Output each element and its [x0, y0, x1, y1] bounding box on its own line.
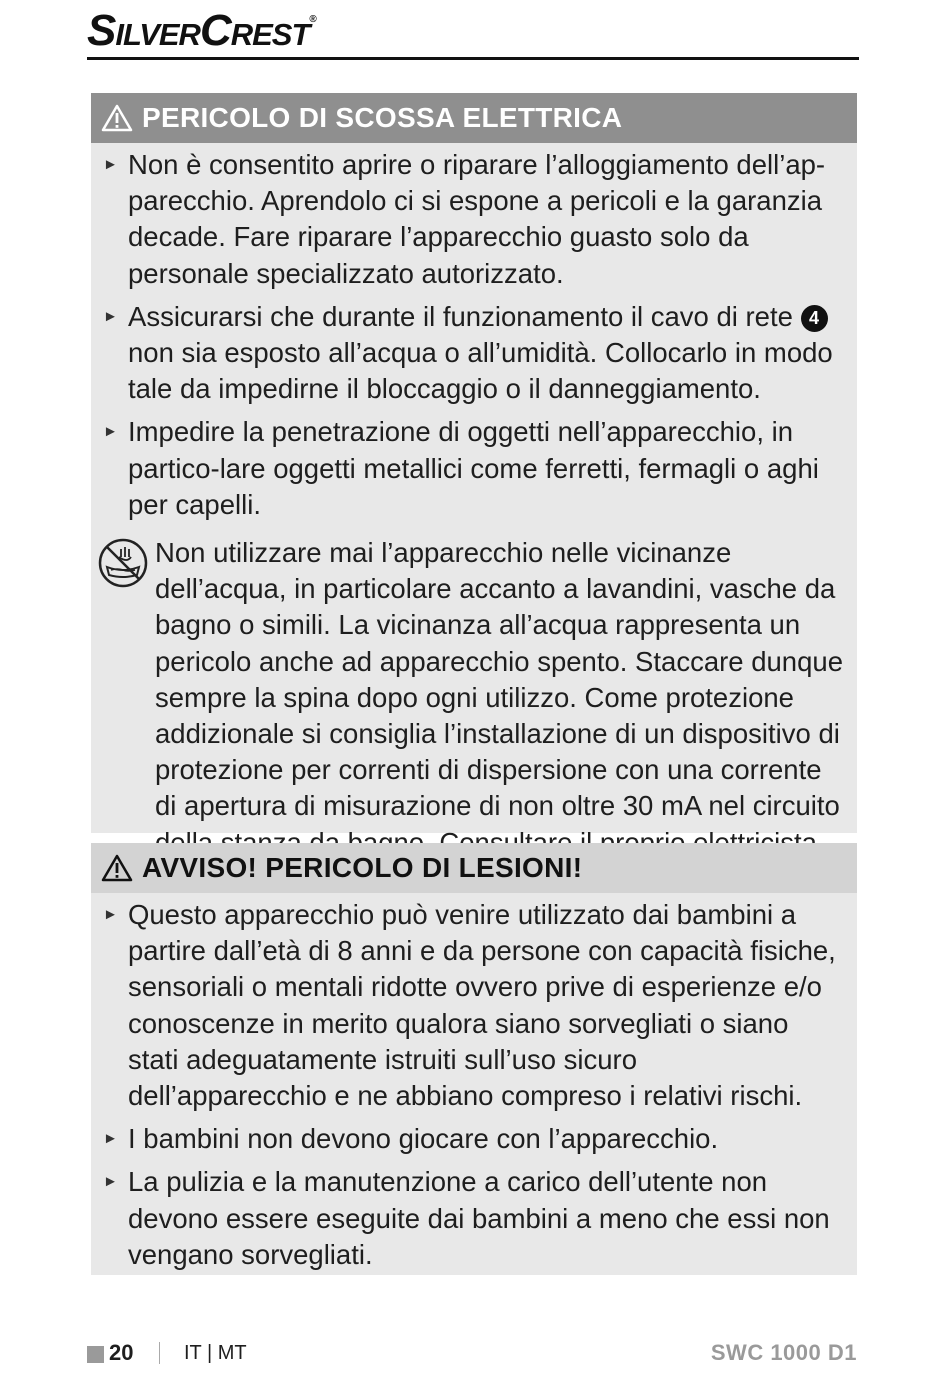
page-marker-square-icon: [87, 1346, 104, 1363]
list-item: ► I bambini non devono giocare con l’apparecchio.: [103, 1121, 837, 1157]
bullet-arrow-icon: ►: [103, 1173, 118, 1191]
page-footer: [87, 1340, 859, 1370]
bullet-arrow-icon: ►: [103, 156, 118, 173]
list-item: ► Non è consentito aprire o riparare l’alloggiamento dell’ap-parecchio. Aprendolo ci si espone a pericoli e la garanzia decade. Fare riparare l’apparecchio guasto solo da personale specializzato autorizzato.: [103, 149, 826, 289]
injury-warning-header: [91, 843, 857, 893]
list-item: ► Impedire la penetrazione di oggetti nell’apparecchio, in partico-lare oggetti metallici come ferretti, fermagli o aghi per capelli.: [103, 416, 819, 520]
list-item: ► Assicurarsi che durante il funzionamento il cavo di rete 4 non sia esposto all’acqua o all’umidità. Collocarlo in modo tale da impedirne il bloccaggio o il danneggiamento.: [103, 300, 833, 405]
bullet-arrow-icon: ►: [103, 906, 118, 923]
warning-triangle-icon: [101, 104, 133, 132]
bullet-arrow-icon: ►: [103, 1130, 118, 1148]
language-codes: IT | MT: [184, 1342, 247, 1364]
injury-warning-title: AVVISO! PERICOLO DI LESIONI!: [142, 852, 583, 883]
header-rule: [87, 57, 859, 60]
list-item: ► Questo apparecchio può venire utilizzato dai bambini a partire dall’età di 8 anni e da persone con capacità fisiche, sensoriali o mentali ridotte ovvero prive di esperienze e/o conoscenze in merito qualora siano sorvegliati o siano stati adeguatamente istruiti sull’uso sicuro dell’apparecchio e ne abbiano compreso i relativi rischi.: [103, 899, 836, 1112]
electric-shock-warning-box: [91, 93, 857, 833]
brand-logo: SILVERCREST®: [87, 6, 316, 55]
footer-divider: [159, 1342, 160, 1364]
no-water-icon: [97, 537, 149, 589]
bullet-arrow-icon: ►: [103, 423, 118, 441]
bullet-arrow-icon: ►: [103, 307, 118, 325]
reference-number-badge: 4: [801, 305, 828, 332]
model-number: SWC 1000 D1: [710, 1340, 857, 1365]
injury-warning-box: [91, 843, 857, 1275]
warning-triangle-icon: [101, 854, 133, 882]
electric-shock-warning-header: [91, 93, 857, 143]
page-number: 20: [109, 1340, 134, 1365]
list-item: ► La pulizia e la manutenzione a carico dell’utente non devono essere eseguite dai bambini a meno che essi non vengano sorvegliati.: [103, 1166, 830, 1270]
water-warning-note: Non utilizzare mai l’apparecchio nelle vicinanze dell’acqua, in particolare accanto a lavandini, vasche da bagno o simili. La vicinanza all’acqua rappresenta un pericolo anche ad apparecchio spento. Staccare dunque sempre la spina dopo ogni utilizzo. Come protezione addizionale si consiglia l’installazione di un dispositivo di protezione per correnti di dispersione con una corrente di apertura di misurazione di non oltre 30 mA nel circuito: [101, 535, 847, 861]
electric-shock-warning-title: PERICOLO DI SCOSSA ELETTRICA: [142, 102, 623, 133]
